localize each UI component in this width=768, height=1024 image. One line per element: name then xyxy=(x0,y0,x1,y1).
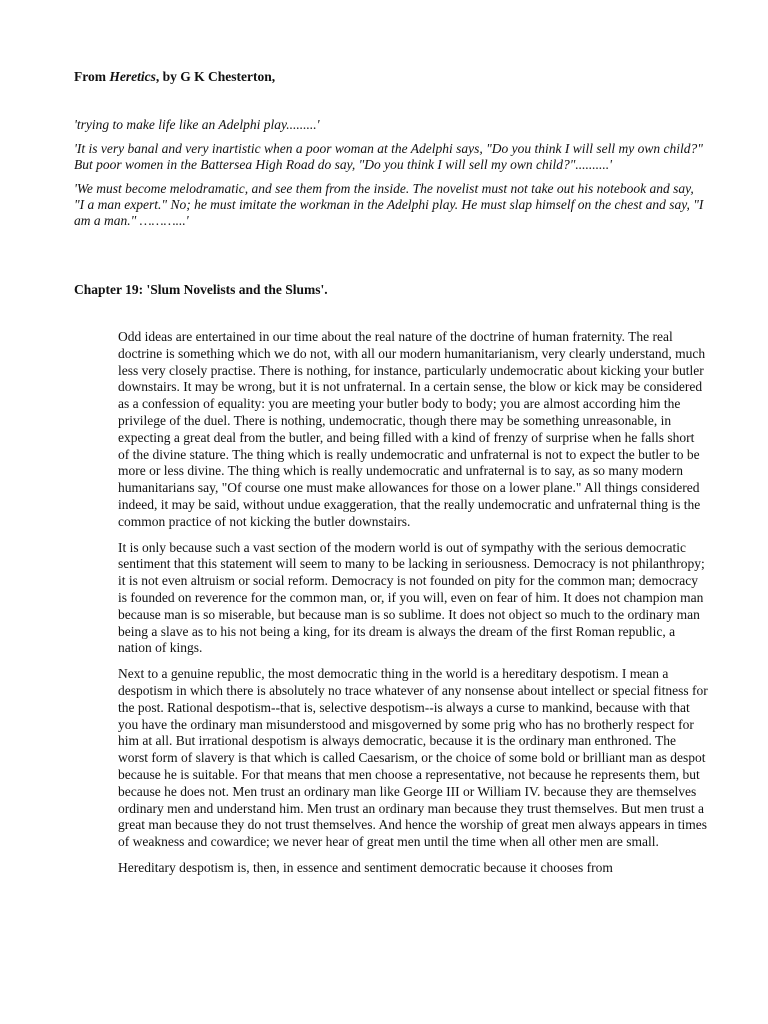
chapter-body xyxy=(118,329,708,886)
quotation-2: 'It is very banal and very inartistic when a poor woman at the Adelphi says, "Do you think I will sell my own child?" But poor women in the Battersea High Road do say, "Do you think I will sell my own child?"..........' xyxy=(74,141,703,172)
heading-suffix: , by G K Chesterton, xyxy=(155,69,276,84)
paragraph-4: Hereditary despotism is, then, in essence and sentiment democratic because it chooses from xyxy=(118,859,613,875)
paragraph-2: It is only because such a vast section of the modern world is out of sympathy with the serious democratic sentiment that this statement will seem to many to be lacking in seriousness. Democracy is not philanthropy; it is not even altruism or social reform. Democracy is not founded on pity for the common man; democracy is founded on reverence for the common man, or, if you will, even on fear of him. It does not champion man because man is so miserable, but because man is so sublime. It does not object so much to the ordinary man being a slave as to his not being a king, for its dream is always the dream of the first Roman republic, a nation of kings. xyxy=(118,539,705,656)
quotation-1: 'trying to make life like an Adelphi play.........' xyxy=(74,117,320,132)
quotation-3: 'We must become melodramatic, and see them from the inside. The novelist must not take out his notebook and say, "I a man expert." No; he must imitate the workman in the Adelphi play. He must slap himself on the chest and say, "I am a man." ………...' xyxy=(74,181,704,228)
paragraph-1: Odd ideas are entertained in our time about the real nature of the doctrine of human fraternity. The real doctrine is something which we do not, with all our modern humanitarianism, very clearly understand, much less very closely practise. There is nothing, for instance, particularly undemocratic about kicking your butler downstairs. It may be wrong, but it is not unfraternal. In a certain sense, the blow or kick may be considered as a confession of equality: you are meeting your butler body to body; you are almost according him the privilege of the duel. There is nothing, undemocratic, though there may be something unreasonable, in expecting a great deal from the butler, and being filled with a kind of frenzy of surprise when he falls short of the divine stature. The thing which is really undemocratic and unfraternal is not to expect the butler to be more or less divine. The thing which is really undemocratic and unfraternal is to say, as so many modern humanitarians say, "Of course one must make allowances for those on a lower plane." All things considered indeed, it may be said, without undue exaggeration, that the really undemocratic and unfraternal thing is the common practice of not kicking the butler downstairs. xyxy=(118,329,706,529)
book-title: Heretics xyxy=(109,69,156,84)
heading-prefix: From xyxy=(74,69,110,84)
paragraph-3: Next to a genuine republic, the most democratic thing in the world is a hereditary despotism. I mean a despotism in which there is absolutely no trace whatever of any nonsense about intellect or special fitness for the post. Rational despotism--that is, selective despotism--is always a curse to mankind, because with that you have the ordinary man misunderstood and misgoverned by some prig who has no brotherly respect for him at all. But irrational despotism is always democratic, because it is the ordinary man enthroned. The worst form of slavery is that which is called Caesarism, or the choice of some bold or brilliant man as despot because he is suitable. For that means that men choose a representative, not because he represents them, but because he does not. Men trust an ordinary man like George III or William IV. because they are themselves ordinary men and understand him. Men trust an ordinary man because they trust themselves. But men trust a great man because they do not trust themselves. And hence the worship of great men always appears in times of weakness and cowardice; we never hear of great men until the time when all other men are small. xyxy=(118,666,708,850)
document-heading xyxy=(74,69,275,85)
chapter-title: Chapter 19: 'Slum Novelists and the Slums'. xyxy=(74,282,328,297)
quotations-block xyxy=(74,117,704,237)
